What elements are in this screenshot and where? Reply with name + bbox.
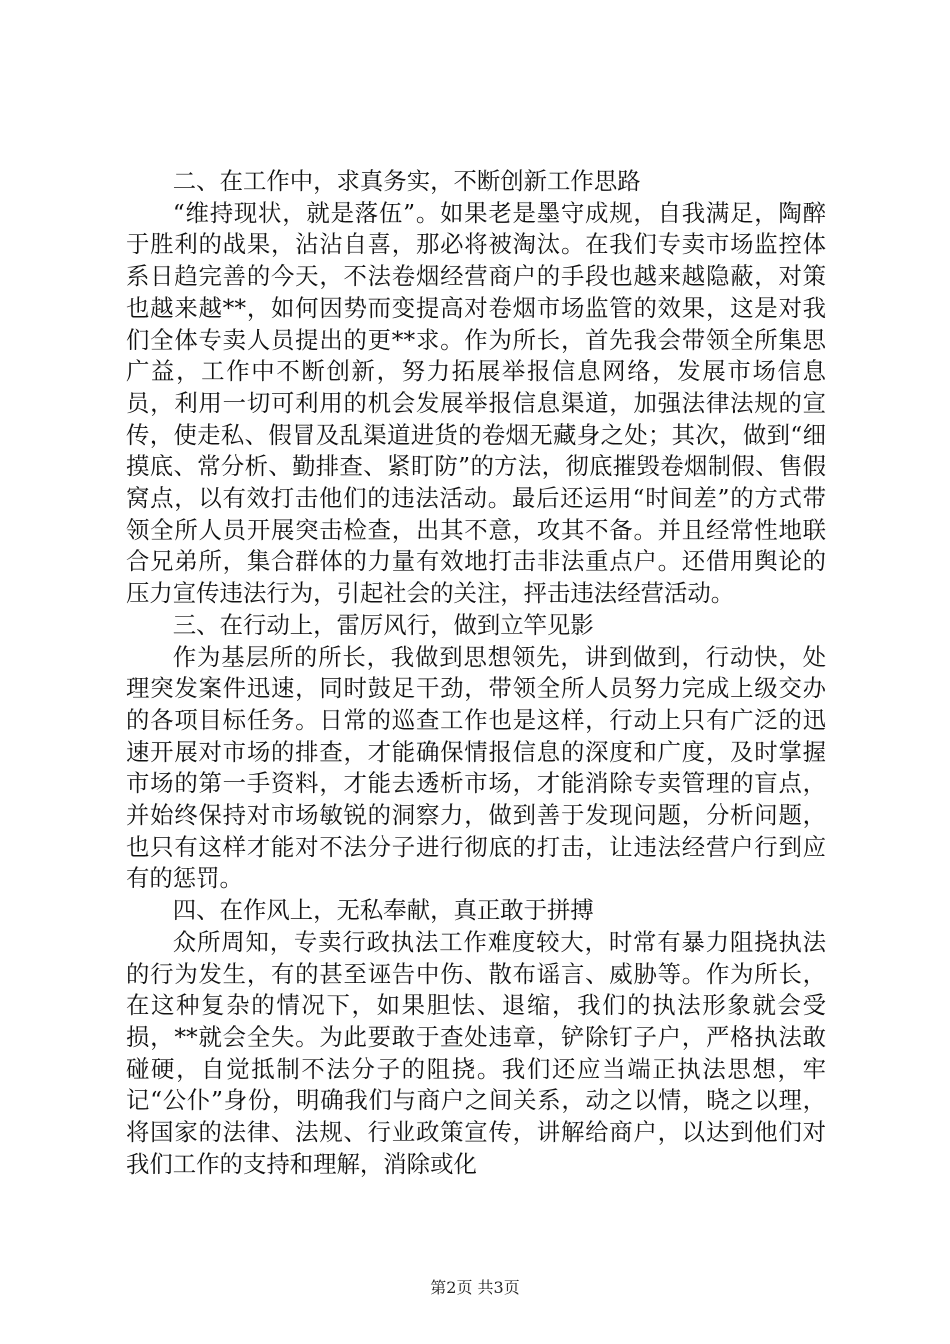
page-number-footer: 第2页 共3页	[430, 1278, 520, 1297]
document-body	[126, 166, 826, 1181]
section-heading-3: 三、在行动上，雷厉风行，做到立竿见影	[172, 610, 594, 639]
body-paragraph: 众所周知，专卖行政执法工作难度较大，时常有暴力阻挠执法的行为发生，有的甚至诬告中伤、散布谣言、威胁等。作为所长，在这种复杂的情况下，如果胆怯、退缩，我们的执法形象就会受损，**就会全失。为此要敢于查处违章，铲除钉子户，严格执法敢碰硬，自觉抵制不法分子的阻挠。我们还应当端正执法思想，牢记“公仆”身份，明确我们与商户之间关系，动之以情，晓之以理，将国家的法律、法规、行业政策宣传，讲解给商户，以达到他们对我们工作的支持和理解，消除或化	[126, 927, 826, 1178]
section-heading-2: 二、在工作中，求真务实，不断创新工作思路	[172, 167, 641, 195]
body-paragraph: 作为基层所的所长，我做到思想领先，讲到做到，行动快，处理突发案件迅速，同时鼓足干劲，带领全所人员努力完成上级交办的各项目标任务。日常的巡查工作也是这样，行动上只有广泛的迅速开展对市场的排查，才能确保情报信息的深度和广度，及时掌握市场的第一手资料，才能去透析市场，才能消除专卖管理的盲点，并始终保持对市场敏锐的洞察力，做到善于发现问题，分析问题，也只有这样才能对不法分子进行彻底的打击，让违法经营户行到应有的惩罚。	[126, 642, 826, 893]
section-heading-4: 四、在作风上，无私奉献，真正敢于拼搏	[172, 896, 594, 925]
body-paragraph: “维持现状，就是落伍”。如果老是墨守成规，自我满足，陶醉于胜利的战果，沾沾自喜，那必将被淘汰。在我们专卖市场监控体系日趋完善的今天，不法卷烟经营商户的手段也越来越隐蔽，对策也越来越**，如何因势而变提高对卷烟市场监管的效果，这是对我们全体专卖人员提出的更**求。作为所长，首先我会带领全所集思广益，工作中不断创新，努力拓展举报信息网络，发展市场信息员，利用一切可利用的机会发展举报信息渠道，加强法律法规的宣传，使走私、假冒及乱渠道进货的卷烟无藏身之处；其次，做到“细摸底、常分析、勤排查、紧盯防”的方法，彻底摧毁卷烟制假、售假窝点，以有效打击他们的违法活动。最后还运用“时间差”的方式带领全所人员开展突击检查，出其不意，攻其不备。并且经常性地联合兄弟所，集合群体的力量有效地打击非法重点户。还借用舆论的压力宣传违法行为，引起社会的关注，抨击违法经营活动。	[126, 198, 826, 608]
